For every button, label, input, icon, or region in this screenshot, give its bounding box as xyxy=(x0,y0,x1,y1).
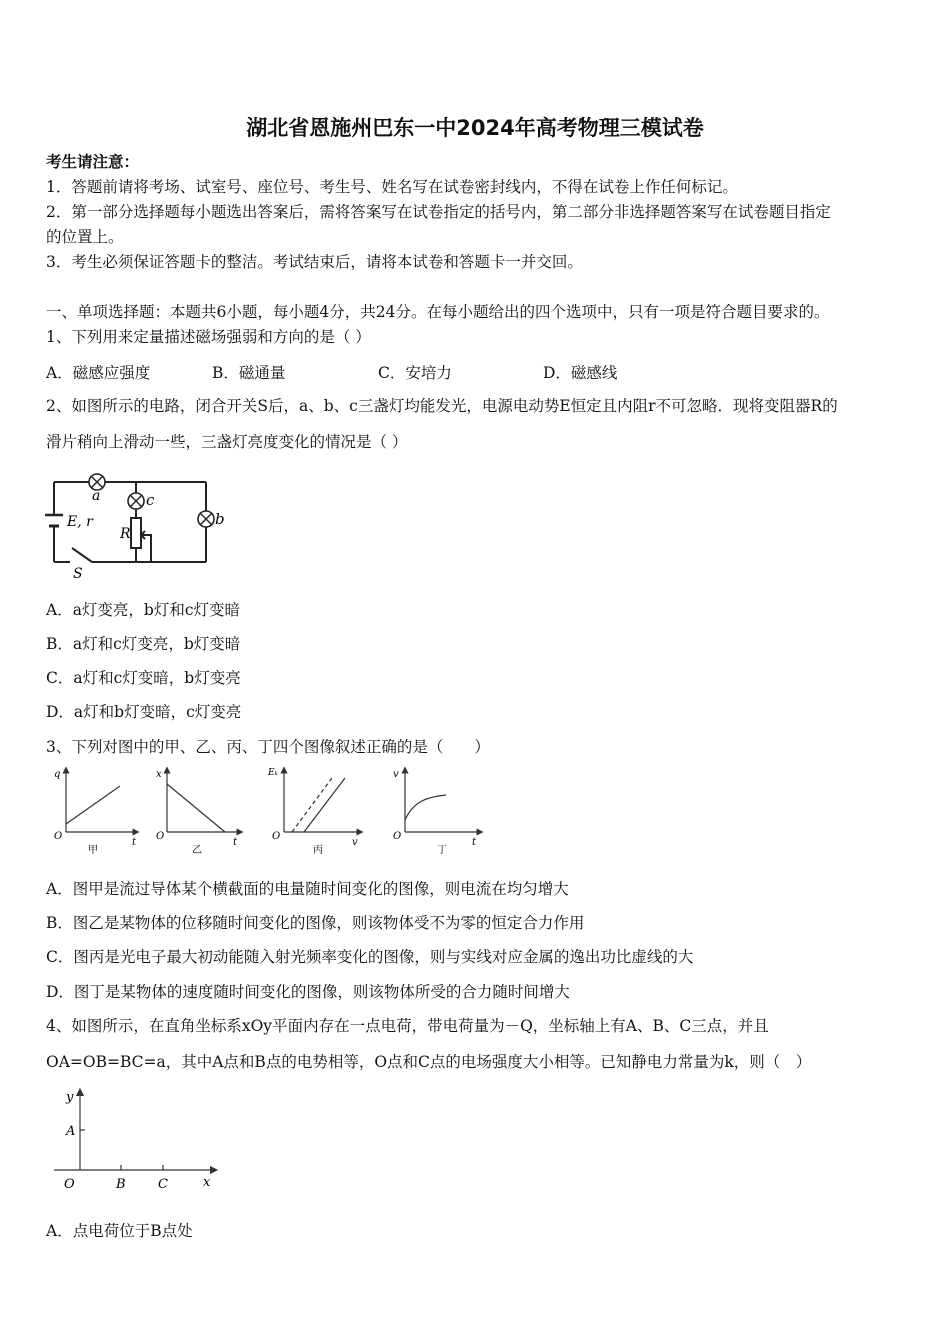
graph-bing-ylabel: Eₖ xyxy=(268,768,278,778)
lamp-c-label: c xyxy=(146,491,155,509)
q4-stem-line1: 4、如图所示，在直角坐标系xOy平面内存在一点电荷，带电荷量为－Q，坐标轴上有A、B、C三点，并且 xyxy=(46,1017,769,1035)
q3-option-d: D．图丁是某物体的速度随时间变化的图像，则该物体所受的合力随时间增大 xyxy=(46,983,570,1001)
point-c-label: C xyxy=(158,1177,168,1192)
q3-option-b: B．图乙是某物体的位移随时间变化的图像，则该物体受不为零的恒定合力作用 xyxy=(46,914,585,932)
q3-stem: 3、下列对图中的甲、乙、丙、丁四个图像叙述正确的是（ ） xyxy=(46,738,490,756)
y-axis-label: y xyxy=(66,1090,74,1105)
notice-heading: 考生请注意： xyxy=(46,152,140,171)
q1-option-c: C．安培力 xyxy=(378,364,452,382)
graph-yi xyxy=(156,769,240,856)
graph-yi-xlabel: t xyxy=(233,837,238,848)
circuit-diagram xyxy=(40,468,230,583)
notice-item-3: 3．考生必须保证答题卡的整洁。考试结束后，请将本试卷和答题卡一并交回。 xyxy=(46,253,583,271)
graph-jia xyxy=(54,769,137,856)
graph-jia-ylabel: q xyxy=(54,769,61,780)
lamp-b-label: b xyxy=(215,510,225,528)
q1-option-d: D．磁感线 xyxy=(543,364,618,382)
graph-bing-caption: 丙 xyxy=(313,845,323,856)
q2-option-a: A．a灯变亮，b灯和c灯变暗 xyxy=(46,601,241,619)
q4-option-a: A．点电荷位于B点处 xyxy=(46,1222,193,1240)
x-axis-label: x xyxy=(203,1175,211,1190)
graph-bing-xlabel: v xyxy=(352,837,358,848)
notice-item-2: 2．第一部分选择题每小题选出答案后，需将答案写在试卷指定的括号内，第二部分非选择题答案写在试卷题目指定 xyxy=(46,203,831,221)
origin-label: O xyxy=(64,1177,75,1192)
graph-jia-xlabel: t xyxy=(132,837,137,848)
notice-item-2-cont: 的位置上。 xyxy=(46,228,124,246)
graph-jia-caption: 甲 xyxy=(88,845,98,856)
graph-bing xyxy=(267,768,360,856)
q3-graphs xyxy=(48,762,488,860)
graph-ding-origin: O xyxy=(393,831,402,842)
q3-option-a: A．图甲是流过导体某个横截面的电量随时间变化的图像，则电流在均匀增大 xyxy=(46,880,569,898)
graph-jia-line xyxy=(66,786,120,824)
q2-option-c: C．a灯和c灯变暗，b灯变亮 xyxy=(46,669,241,687)
q2-stem-line1: 2、如图所示的电路，闭合开关S后，a、b、c三盏灯均能发光，电源电动势E恒定且内阻r不可忽略．现将变阻器R的 xyxy=(46,397,838,415)
graph-bing-solid-line xyxy=(304,778,345,832)
notice-item-1: 1．答题前请将考场、试室号、座位号、考生号、姓名写在试卷密封线内，不得在试卷上作任何标记。 xyxy=(46,178,738,196)
rheostat-label: R xyxy=(120,526,131,542)
battery-label: E, r xyxy=(67,514,93,530)
graph-ding-caption: 丁 xyxy=(437,845,447,856)
q4-stem-line2: OA=OB=BC=a，其中A点和B点的电势相等，O点和C点的电场强度大小相等。已知静电力常量为k，则（ ） xyxy=(46,1053,812,1071)
section-heading: 一、单项选择题：本题共6小题，每小题4分，共24分。在每小题给出的四个选项中，只有一项是符合题目要求的。 xyxy=(46,303,830,321)
graph-bing-origin: O xyxy=(272,831,281,842)
point-b-label: B xyxy=(116,1177,126,1192)
q2-option-d: D．a灯和b灯变暗，c灯变亮 xyxy=(46,703,242,721)
graph-yi-ylabel: x xyxy=(156,769,162,780)
graph-yi-origin: O xyxy=(156,831,165,842)
q1-option-b: B．磁通量 xyxy=(212,364,286,382)
graph-ding-xlabel: t xyxy=(472,837,477,848)
graph-jia-origin: O xyxy=(54,831,63,842)
point-a-label: A xyxy=(66,1124,76,1139)
coordinate-diagram xyxy=(50,1086,225,1196)
graph-bing-dashed-line xyxy=(292,778,332,832)
page-title: 湖北省恩施州巴东一中2024年高考物理三模试卷 xyxy=(246,116,704,140)
q1-option-a: A．磁感应强度 xyxy=(46,364,151,382)
q3-option-c: C．图丙是光电子最大初动能随入射光频率变化的图像，则与实线对应金属的逸出功比虚线的大 xyxy=(46,948,694,966)
graph-yi-caption: 乙 xyxy=(192,845,202,856)
graph-ding-ylabel: v xyxy=(393,769,399,780)
q2-stem-line2: 滑片稍向上滑动一些，三盏灯亮度变化的情况是（ ） xyxy=(46,433,408,451)
lamp-a-label: a xyxy=(92,488,101,504)
q2-option-b: B．a灯和c灯变亮，b灯变暗 xyxy=(46,635,241,653)
switch-label: S xyxy=(73,566,83,582)
graph-ding xyxy=(393,769,480,856)
graph-ding-curve xyxy=(405,795,446,820)
q1-stem: 1、下列用来定量描述磁场强弱和方向的是（ ） xyxy=(46,328,371,346)
graph-yi-line xyxy=(167,784,225,832)
